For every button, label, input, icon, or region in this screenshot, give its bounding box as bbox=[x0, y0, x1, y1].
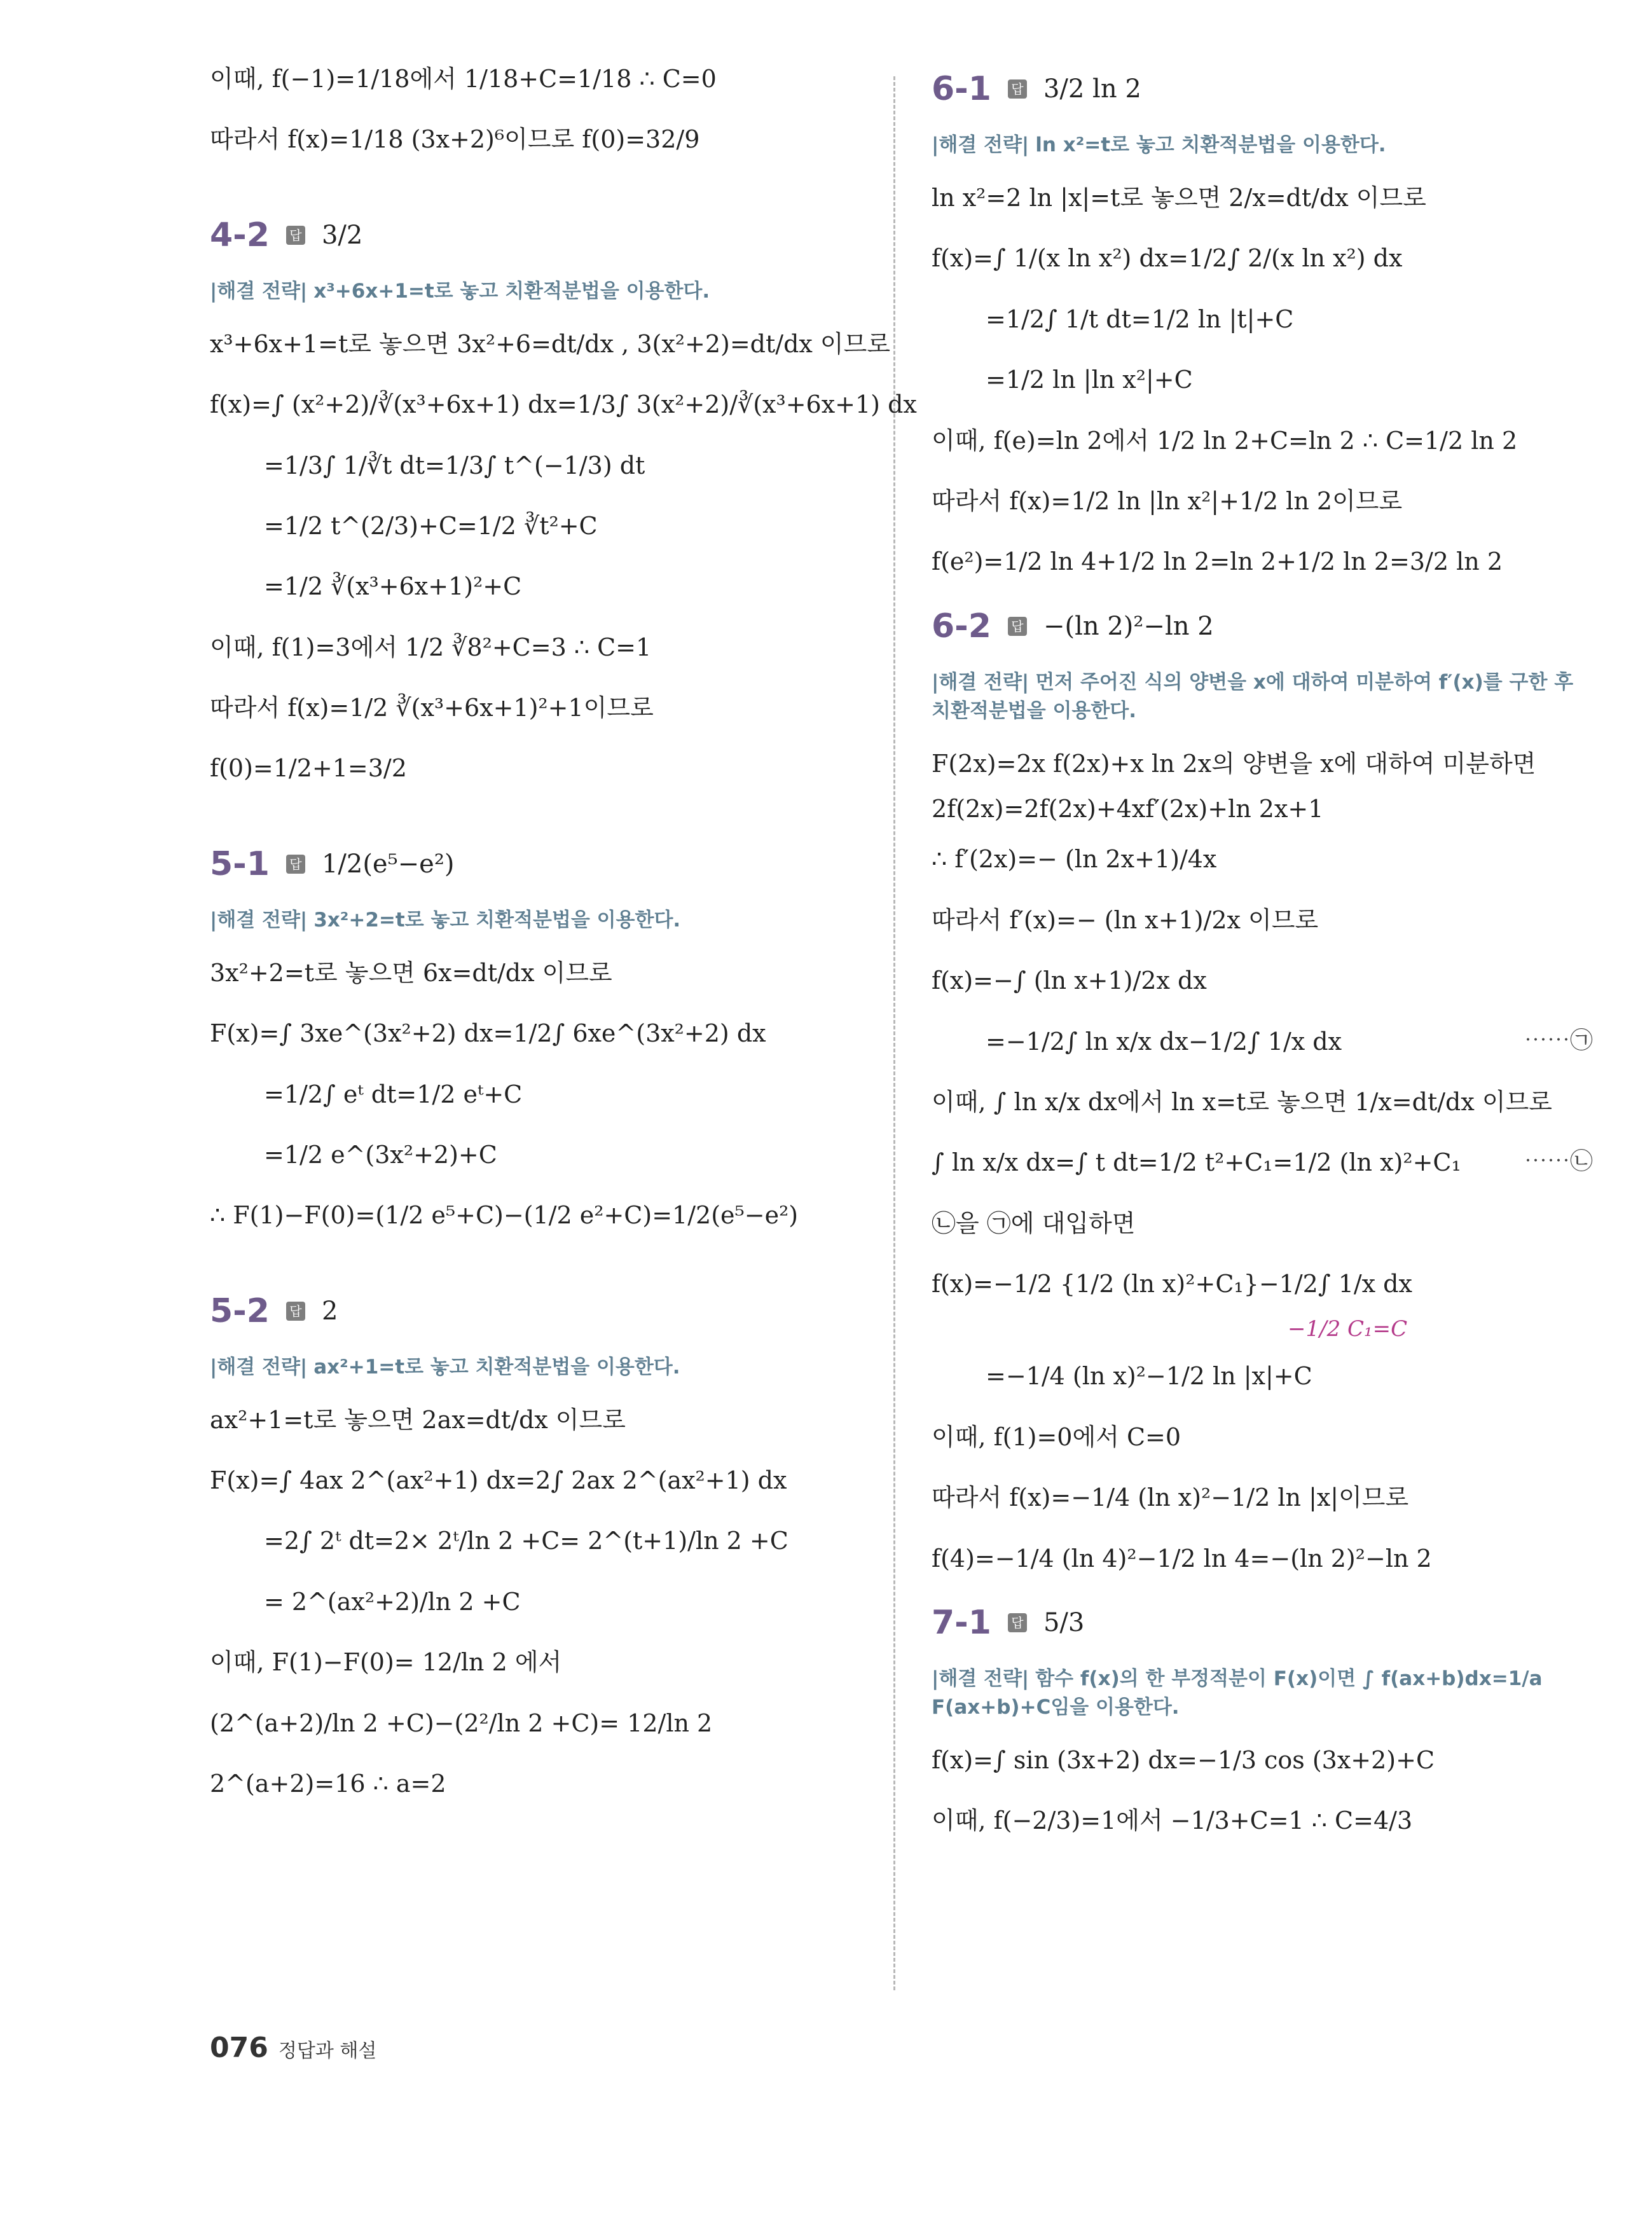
solution-line: 따라서 f(x)=1/2 ∛(x³+6x+1)²+1이므로 bbox=[210, 694, 654, 722]
solution-line: 이때, ∫ ln x/x dx에서 ln x=t로 놓으면 1/x=dt/dx 이므로 bbox=[932, 1087, 1552, 1116]
solution-line: =−1/4 (ln x)²−1/2 ln |x|+C bbox=[986, 1362, 1312, 1391]
solution-line: ln x²=2 ln |x|=t로 놓으면 2/x=dt/dx 이므로 bbox=[932, 183, 1426, 212]
problem-header-6-1 bbox=[932, 70, 1593, 108]
solution-line: f(x)=−∫ (ln x+1)/2x dx bbox=[932, 967, 1207, 995]
right-column bbox=[932, 64, 1593, 1866]
answer-value: 2 bbox=[321, 1296, 338, 1326]
problem-header-6-2 bbox=[932, 607, 1593, 645]
column-divider bbox=[893, 76, 895, 1990]
solution-line: 이때, f(−2/3)=1에서 −1/3+C=1 ∴ C=4/3 bbox=[932, 1807, 1413, 1835]
problem-number: 5-1 bbox=[210, 844, 270, 883]
problem-number: 6-2 bbox=[932, 607, 991, 645]
solution-strategy bbox=[932, 1665, 1593, 1722]
answer-badge-icon: 답 bbox=[286, 1302, 305, 1321]
problem-number: 6-1 bbox=[932, 70, 991, 108]
solution-line: 이때, f(1)=3에서 1/2 ∛8²+C=3 ∴ C=1 bbox=[210, 633, 652, 661]
solution-line: =1/3∫ 1/∛t dt=1/3∫ t^(−1/3) dt bbox=[264, 451, 645, 479]
answer-value: 1/2(e⁵−e²) bbox=[321, 849, 455, 879]
answer-badge-icon: 답 bbox=[1008, 79, 1027, 99]
answer-value: 3/2 bbox=[321, 220, 363, 250]
solution-strategy bbox=[210, 1353, 871, 1382]
strategy-tag: |해결 전략| bbox=[932, 1667, 1029, 1691]
problem-header-4-2 bbox=[210, 216, 871, 254]
footer-label: 정답과 해설 bbox=[278, 2040, 377, 2062]
equation-marker: ⋯⋯㉠ bbox=[1524, 1027, 1593, 1054]
problem-header-5-2 bbox=[210, 1292, 871, 1330]
solution-line: 따라서 f′(x)=− (ln x+1)/2x 이므로 bbox=[932, 905, 1319, 934]
solution-line: 따라서 f(x)=1/18 (3x+2)⁶이므로 f(0)=32/9 bbox=[210, 125, 700, 154]
strategy-tag: |해결 전략| bbox=[210, 279, 308, 303]
answer-value: −(ln 2)²−ln 2 bbox=[1043, 611, 1214, 641]
strategy-text: 3x²+2=t로 놓고 치환적분법을 이용한다. bbox=[313, 908, 681, 932]
strategy-text: ln x²=t로 놓고 치환적분법을 이용한다. bbox=[1035, 134, 1386, 156]
solution-line: 이때, f(−1)=1/18에서 1/18+C=1/18 ∴ C=0 bbox=[210, 65, 717, 93]
problem-number: 7-1 bbox=[932, 1604, 991, 1642]
solution-line: ㉡을 ㉠에 대입하면 bbox=[932, 1209, 1136, 1237]
solution-line: f(4)=−1/4 (ln 4)²−1/2 ln 4=−(ln 2)²−ln 2 bbox=[932, 1544, 1432, 1573]
solution-line: (2^(a+2)/ln 2 +C)−(2²/ln 2 +C)= 12/ln 2 bbox=[210, 1709, 713, 1737]
solution-line bbox=[932, 1147, 1593, 1178]
solution-line: =1/2 t^(2/3)+C=1/2 ∛t²+C bbox=[264, 511, 598, 540]
answer-badge-icon: 답 bbox=[1008, 617, 1027, 636]
strategy-tag: |해결 전략| bbox=[210, 1355, 308, 1379]
answer-badge-icon: 답 bbox=[286, 226, 305, 245]
solution-line: =1/2 ln |ln x²|+C bbox=[986, 366, 1193, 394]
solution-line: ax²+1=t로 놓으면 2ax=dt/dx 이므로 bbox=[210, 1405, 626, 1434]
solution-line: 이때, f(e)=ln 2에서 1/2 ln 2+C=ln 2 ∴ C=1/2 ln 2 bbox=[932, 426, 1518, 455]
solution-line: 따라서 f(x)=1/2 ln |ln x²|+1/2 ln 2이므로 bbox=[932, 486, 1403, 515]
answer-value: 3/2 ln 2 bbox=[1043, 74, 1141, 104]
solution-line: 2^(a+2)=16 ∴ a=2 bbox=[210, 1770, 446, 1798]
strategy-text: x³+6x+1=t로 놓고 치환적분법을 이용한다. bbox=[313, 279, 710, 303]
solution-line: = 2^(ax²+2)/ln 2 +C bbox=[264, 1587, 521, 1616]
strategy-tag: |해결 전략| bbox=[210, 908, 308, 932]
solution-strategy bbox=[210, 906, 871, 935]
solution-line: =1/2∫ eᵗ dt=1/2 eᵗ+C bbox=[264, 1080, 523, 1108]
solution-line: =1/2 e^(3x²+2)+C bbox=[264, 1140, 497, 1169]
solution-strategy bbox=[932, 668, 1593, 726]
page-number: 076 bbox=[210, 2032, 268, 2064]
solution-line: 따라서 f(x)=−1/4 (ln x)²−1/2 ln |x|이므로 bbox=[932, 1483, 1409, 1512]
solution-line: =2∫ 2ᵗ dt=2× 2ᵗ/ln 2 +C= 2^(t+1)/ln 2 +C bbox=[264, 1527, 788, 1555]
solution-line: f(e²)=1/2 ln 4+1/2 ln 2=ln 2+1/2 ln 2=3/2 ln 2 bbox=[932, 547, 1503, 576]
solution-line: 이때, F(1)−F(0)= 12/ln 2 에서 bbox=[210, 1648, 562, 1677]
solution-line: 3x²+2=t로 놓으면 6x=dt/dx 이므로 bbox=[210, 958, 612, 987]
strategy-text: 함수 f(x)의 한 부정적분이 F(x)이면 ∫ f(ax+b)dx=1/a F(ax+b)+C임을 이용한다. bbox=[932, 1667, 1543, 1719]
solution-line: F(2x)=2x f(2x)+x ln 2x의 양변을 x에 대하여 미분하면 bbox=[932, 749, 1536, 778]
solution-strategy bbox=[932, 131, 1593, 160]
solution-line: f(x)=−1/2 {1/2 (ln x)²+C₁}−1/2∫ 1/x dx bbox=[932, 1270, 1412, 1298]
solution-line: =1/2 ∛(x³+6x+1)²+C bbox=[264, 572, 522, 601]
solution-line bbox=[932, 1026, 1593, 1057]
strategy-tag: |해결 전략| bbox=[932, 670, 1029, 694]
solution-line: f(x)=∫ 1/(x ln x²) dx=1/2∫ 2/(x ln x²) dx bbox=[932, 244, 1403, 273]
equation-marker: ⋯⋯㉡ bbox=[1524, 1148, 1593, 1175]
page-footer bbox=[210, 2032, 376, 2064]
solution-line: F(x)=∫ 4ax 2^(ax²+1) dx=2∫ 2ax 2^(ax²+1) dx bbox=[210, 1466, 787, 1495]
solution-line: ∴ F(1)−F(0)=(1/2 e⁵+C)−(1/2 e²+C)=1/2(e⁵−e²) bbox=[210, 1201, 799, 1230]
solution-line: f(x)=∫ (x²+2)/∛(x³+6x+1) dx=1/3∫ 3(x²+2)/∛(x³+6x+1) dx bbox=[210, 390, 917, 419]
solution-line: 2f(2x)=2f(2x)+4xf′(2x)+ln 2x+1 bbox=[932, 794, 1324, 823]
equation-text: ∫ ln x/x dx=∫ t dt=1/2 t²+C₁=1/2 (ln x)²+C₁ bbox=[932, 1148, 1461, 1177]
answer-badge-icon: 답 bbox=[1008, 1613, 1027, 1632]
problem-header-5-1 bbox=[210, 845, 871, 883]
strategy-text: 먼저 주어진 식의 양변을 x에 대하여 미분하여 f′(x)를 구한 후 치환적분법을 이용한다. bbox=[932, 670, 1574, 722]
solution-line: f(x)=∫ sin (3x+2) dx=−1/3 cos (3x+2)+C bbox=[932, 1745, 1435, 1774]
answer-value: 5/3 bbox=[1043, 1608, 1085, 1638]
solution-line: f(0)=1/2+1=3/2 bbox=[210, 754, 407, 783]
solution-line: F(x)=∫ 3xe^(3x²+2) dx=1/2∫ 6xe^(3x²+2) dx bbox=[210, 1019, 766, 1048]
problem-number: 5-2 bbox=[210, 1291, 270, 1330]
solution-line: ∴ f′(2x)=− (ln 2x+1)/4x bbox=[932, 845, 1217, 874]
solution-strategy bbox=[210, 277, 871, 306]
solution-line: =1/2∫ 1/t dt=1/2 ln |t|+C bbox=[986, 305, 1294, 333]
equation-text: =−1/2∫ ln x/x dx−1/2∫ 1/x dx bbox=[986, 1027, 1342, 1056]
problem-header-7-1 bbox=[932, 1604, 1593, 1642]
strategy-tag: |해결 전략| bbox=[932, 134, 1029, 156]
solution-line: 이때, f(1)=0에서 C=0 bbox=[932, 1422, 1181, 1451]
solution-line: x³+6x+1=t로 놓으면 3x²+6=dt/dx , 3(x²+2)=dt/dx 이므로 bbox=[210, 329, 891, 358]
answer-badge-icon: 답 bbox=[286, 855, 305, 874]
problem-number: 4-2 bbox=[210, 216, 270, 254]
strategy-text: ax²+1=t로 놓고 치환적분법을 이용한다. bbox=[313, 1355, 680, 1379]
left-column bbox=[210, 64, 917, 1829]
side-note: −1/2 C₁=C bbox=[1288, 1316, 1408, 1342]
